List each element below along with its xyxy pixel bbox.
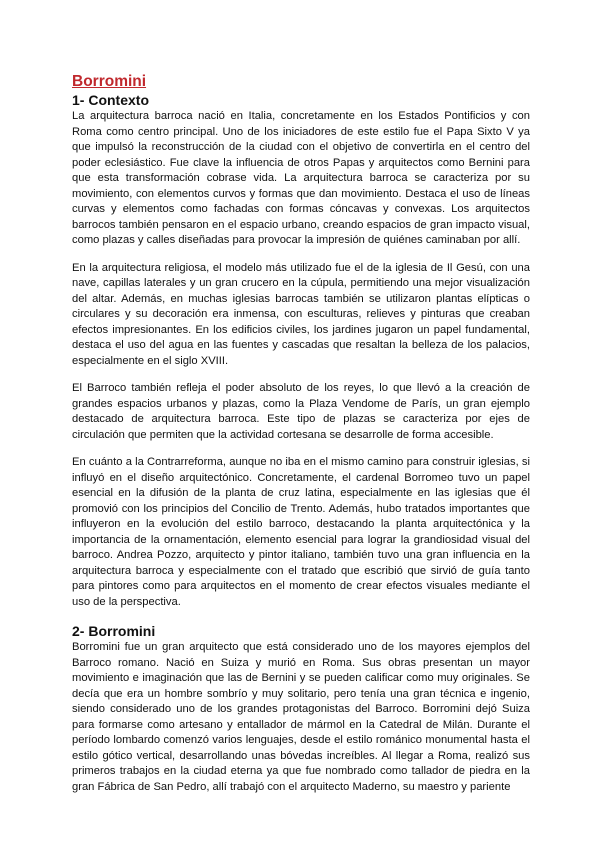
section-heading-borromini: 2- Borromini: [72, 623, 156, 639]
section-spacer: [72, 610, 530, 622]
paragraph: La arquitectura barroca nació en Italia, concretamente en los Estados Pontificios y con Roma como centro principal. Uno de los iniciadores de este estilo fue el Papa Sixto V ya que impulsó la reconstrucción de la ciudad con el objetivo de convertirla en el centro del poder eclesiástico. Fue clave la influencia de otros Papas y arquitectos como Bernini para que esta transformación cobrase vida. La arquitectura barroca se caracteriza por su movimiento, con elementos curvos y formas que dan movimiento. Destaca el uso de líneas curvas y elementos como fachadas con formas cóncavas y convexas. Los arquitectos barrocos también pensaron en el espacio urbano, creando espacios de gran impacto visual, como plazas y calles diseñadas para provocar la impresión de quiénes caminaban por allí.: [72, 110, 530, 246]
document-page: [72, 72, 530, 795]
paragraph: El Barroco también refleja el poder absoluto de los reyes, lo que llevó a la creación de grandes espacios urbanos y plazas, como la Plaza Vendome de París, un gran ejemplo destacado de arquitectura barroca. Este tipo de plazas se caracteriza por ejes de circulación que permiten que la actividad cortesana se desarrolle de forma accesible.: [72, 382, 530, 441]
paragraph: En la arquitectura religiosa, el modelo más utilizado fue el de la iglesia de Il Gesú, con una nave, capillas laterales y un gran crucero en la cúpula, permitiendo una mejor visualización del altar. Además, en muchas iglesias barrocas también se utilizaron plantas elípticas o circulares y su decoración era inmensa, con esculturas, relieves y pinturas que creaban efectos impresionantes. En los edificios civiles, los jardines jugaron un papel fundamental, destaca el uso del agua en las fuentes y cascadas que resaltan la belleza de los palacios, especialmente en el siglo XVIII.: [72, 261, 530, 367]
paragraph: En cuánto a la Contrarreforma, aunque no iba en el mismo camino para construir iglesias, si influyó en el diseño arquitectónico. Concretamente, el cardenal Borromeo tuvo un papel esencial en la difusión de la planta de cruz latina, especialmente en las iglesias que él promovió con los principios del Concilio de Trento. Además, hubo tratados importantes que influyeron en la evolución del estilo barroco, destacando la planta arquitectónica y la importancia de la ornamentación, elemento esencial para lograr la grandiosidad visual del barroco. Andrea Pozzo, arquitecto y pintor italiano, también tuvo una gran influencia en la arquitectura barroca y especialmente con el tratado que escribió que sirvió de guía tanto para pintores como para arquitectos en el momento de crear efectos visuales mediante el uso de la perspectiva.: [72, 456, 530, 608]
section-heading-contexto: 1- Contexto: [72, 92, 149, 108]
document-title: Borromini: [72, 73, 147, 90]
paragraph: Borromini fue un gran arquitecto que está considerado uno de los mayores ejemplos del Barroco romano. Nació en Suiza y murió en Roma. Sus obras presentan un mayor movimiento e imaginación que las de Bernini y se pueden calificar como muy originales. Se decía que era un hombre sombrío y muy solitario, pero tenía una gran técnica e ingenio, siendo considerado uno de los grandes protagonistas del Barroco. Borromini dejó Suiza para formarse como artesano y entallador de mármol en la Catedral de Milán. Durante el período lombardo comenzó varios lenguajes, desde el estilo románico monumental hasta el estilo gótico vertical, desarrollando unas bóvedas increíbles. Al llegar a Roma, realizó sus primeros trabajos en la ciudad eterna ya que fue nombrado como tallador de piedra en la gran Fábrica de San Pedro, allí trabajó con el arquitecto Maderno, su maestro y pariente: [72, 641, 530, 793]
